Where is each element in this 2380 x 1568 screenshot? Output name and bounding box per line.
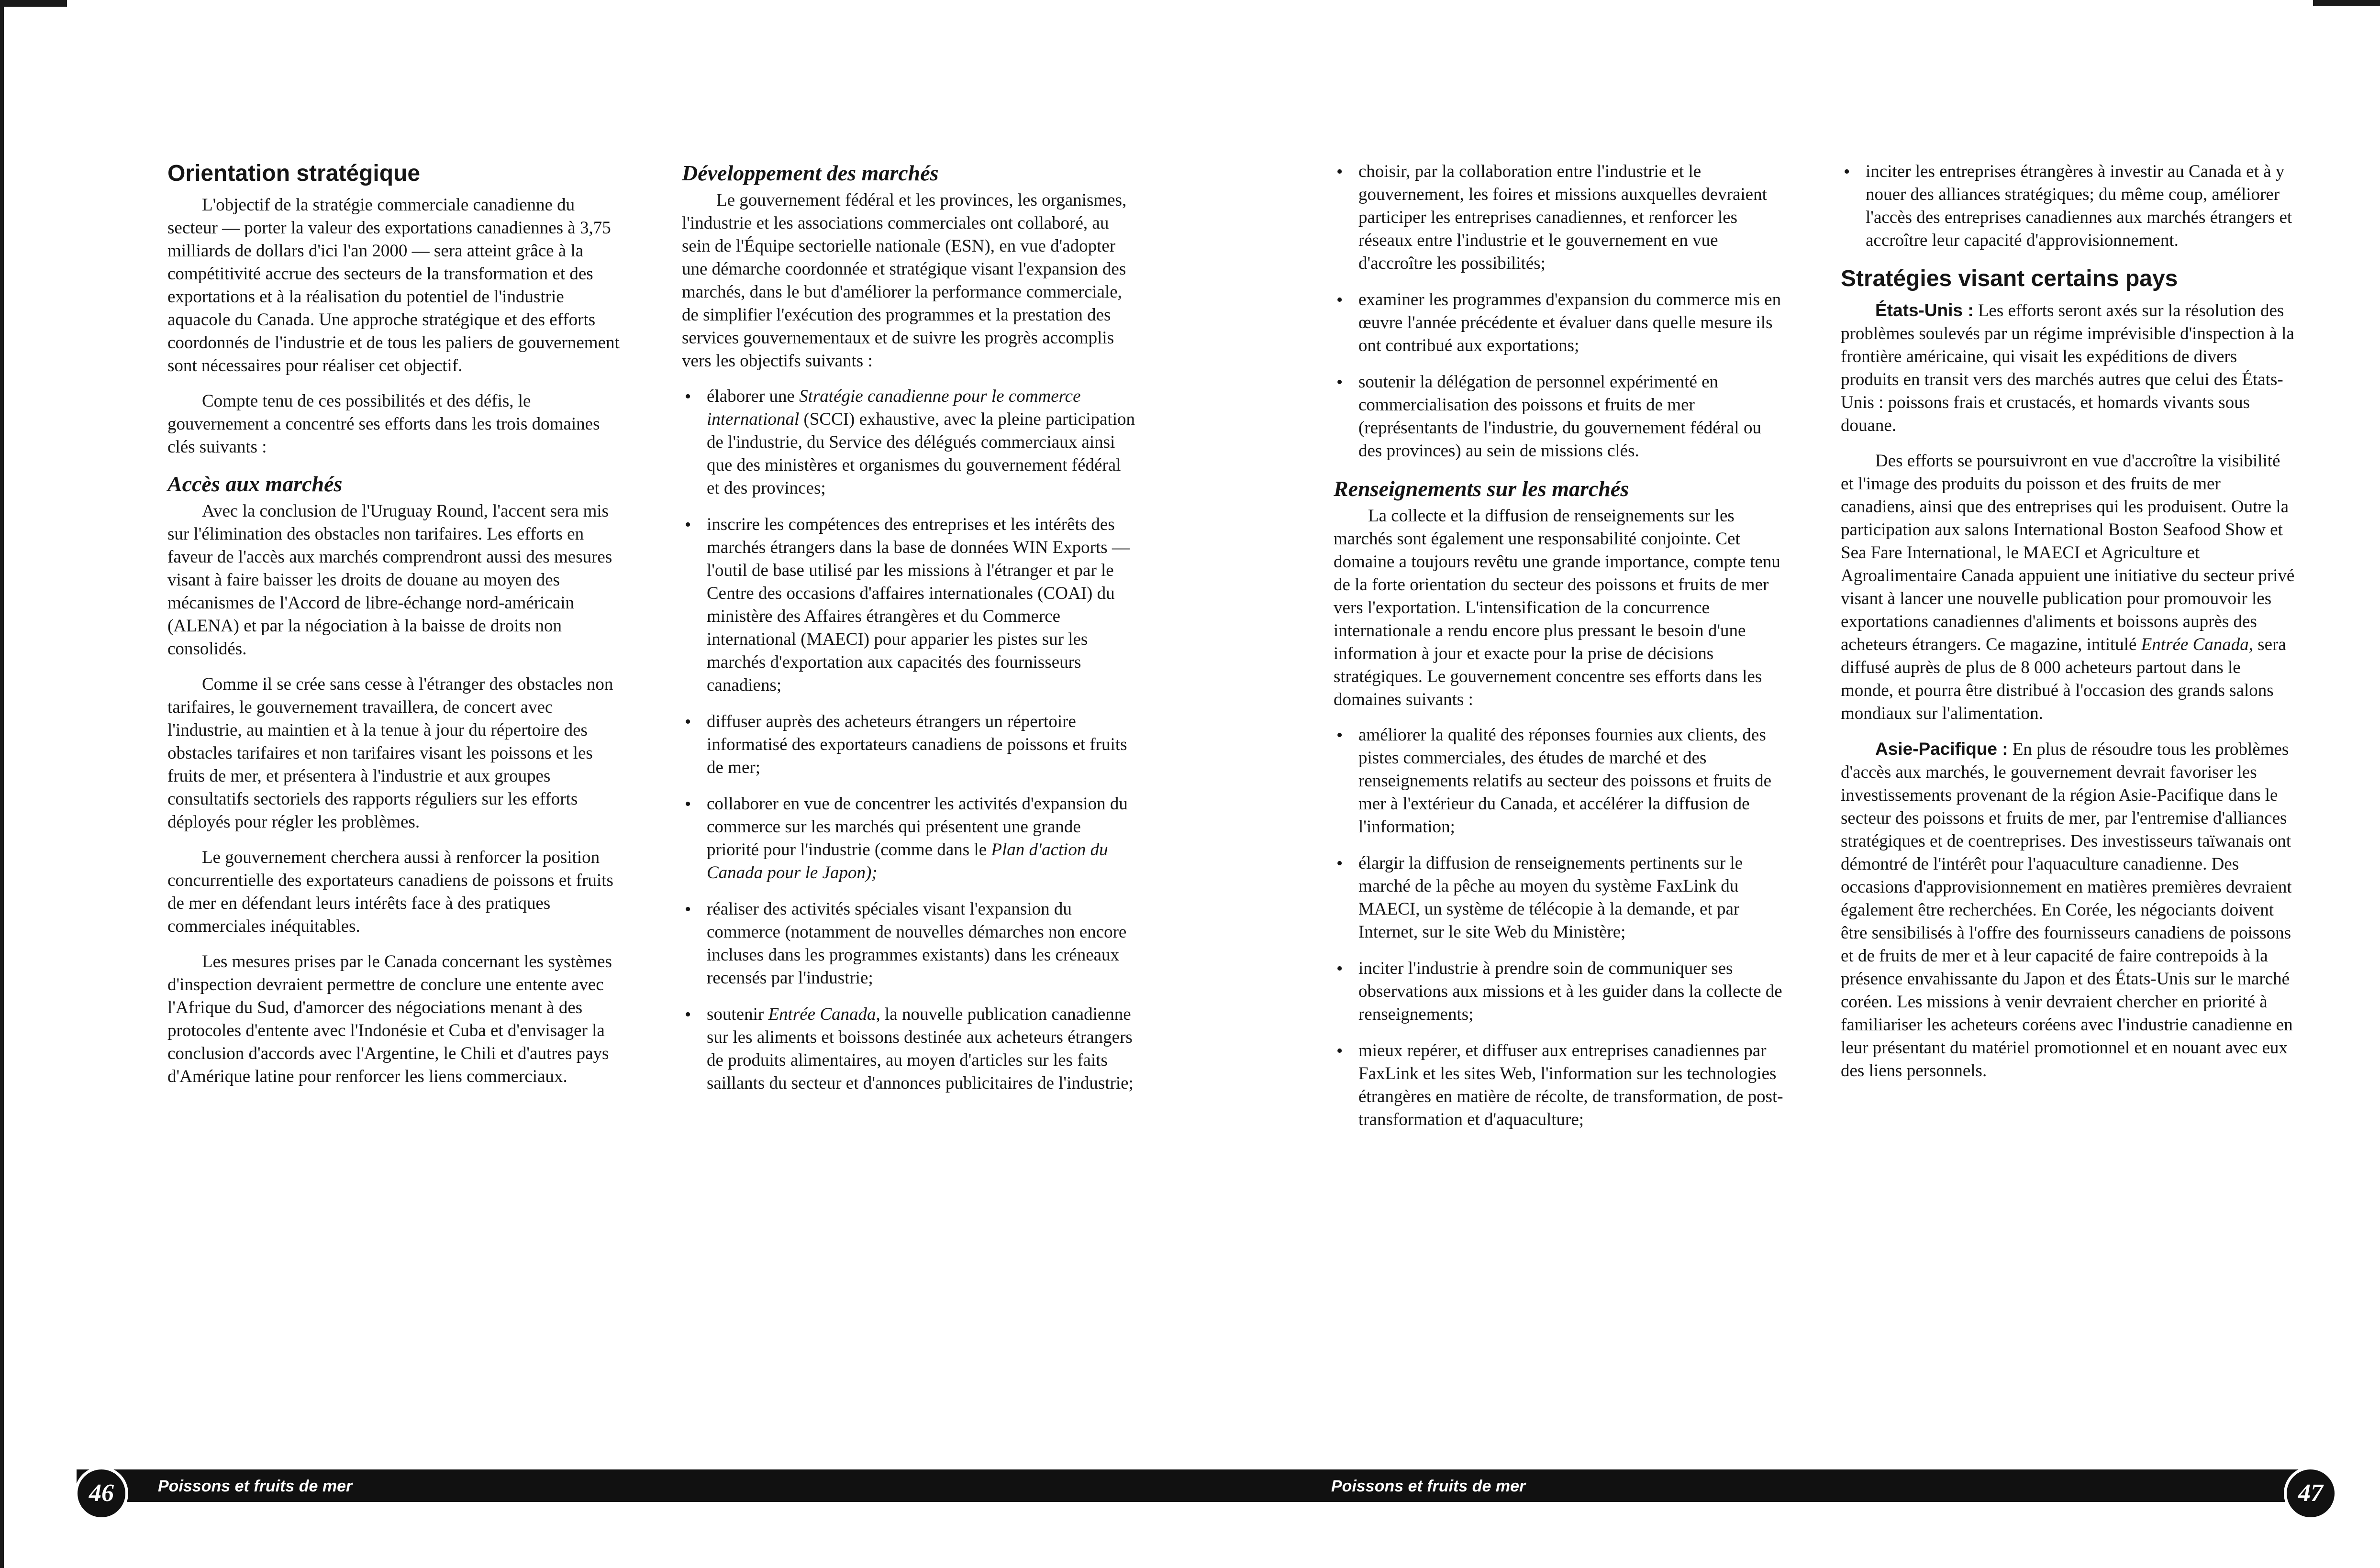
paragraph: L'objectif de la stratégie commerciale canadienne du secteur — porter la valeur des exportations canadiennes à 3,75 milliards de dollars d'ici l'an 2000 — sera atteint grâce à la compétitivité accrue des secteurs de la transformation et des exportations et à la réalisation du potentiel de l'industrie aquacole du Canada. Une approche stratégique et des efforts coordonnés de l'industrie et de tous les paliers de gouvernement sont nécessaires pour réaliser cet objectif. <box>167 195 620 375</box>
list-item: • soutenir Entrée Canada, la nouvelle publication canadienne sur les aliments et boissons destinée aux acheteurs étrangers de produits alimentaires, au moyen d'articles sur les faits saillants du secteur et d'annonces publicitaires de l'industrie; <box>682 1003 1136 1095</box>
paragraph: Les mesures prises par le Canada concernant les systèmes d'inspection devraient permettre de conclure une entente avec l'Afrique du Sud, d'amorcer des négociations menant à des protocoles d'entente avec l'Indonésie et Cuba et d'envisager la conclusion d'accords avec l'Argentine, le Chili et d'autres pays d'Amérique latine pour renforcer les liens commerciaux. <box>167 952 612 1086</box>
list-item: • inciter l'industrie à prendre soin de communiquer ses observations aux missions et à les guider dans la collecte de renseignements; <box>1334 957 1788 1026</box>
list-item: • collaborer en vue de concentrer les activités d'expansion du commerce sur les marchés qui présentent une grande priorité pour l'industrie (comme dans le Plan d'action du Canada pour le Japon); <box>682 793 1136 884</box>
list-item: • mieux repérer, et diffuser aux entreprises canadiennes par FaxLink et les sites Web, l'information sur les technologies étrangères en matière de récolte, de transformation, de post-transformation et d'aquaculture; <box>1334 1039 1788 1131</box>
subheading-acces-marches: Accès aux marchés <box>167 472 343 496</box>
column-3 <box>1334 160 1788 1145</box>
paragraph: Le gouvernement fédéral et les provinces, les organismes, l'industrie et les associations commerciales ont collaboré, au sein de l'Équipe sectorielle nationale (ESN), en vue d'adopter une démarche coordonnée et stratégique visant l'expansion des marchés, dans le but d'améliorer la performance commerciale, de simplifier l'exécution des programmes et la prestation des services gouvernementaux et de suivre les progrès accomplis vers les objectifs suivants : <box>682 190 1127 371</box>
list-item: • soutenir la délégation de personnel expérimenté en commercialisation des poissons et fruits de mer (représentants de l'industrie, du gouvernement fédéral ou des provinces) au sein de missions clés. <box>1334 371 1788 463</box>
paragraph-asie-pacifique: Asie-Pacifique : En plus de résoudre tous les problèmes d'accès aux marchés, le gouvernement devrait favoriser les investissements provenant de la région Asie-Pacifique dans le secteur des poissons et fruits de mer, par l'entremise d'alliances stratégiques et de coentreprises. Des investisseurs taïwanais ont démontré de l'intérêt pour l'aquaculture canadienne. Des occasions d'approvisionnement en matières premières devraient également être recherchées. En Corée, les négociants doivent être sensibilisés à l'offre des fournisseurs canadiens de poissons et de fruits de mer et à leur capacité de faire contrepoids à la présence envahissante du Japon et des États-Unis sur le marché coréen. Les missions à venir devraient chercher en priorité à familiariser les acheteurs coréens avec l'industrie canadienne en leur présentant du matériel promotionnel et en nouant avec eux des liens personnels. <box>1841 739 2293 1081</box>
scan-edge-top-left <box>0 0 67 7</box>
paragraph: Des efforts se poursuivront en vue d'accroître la visibilité et l'image des produits du poisson et des fruits de mer canadiens, ainsi que des entreprises qui les produisent. Outre la participation aux salons International Boston Seafood Show et Sea Fare International, le MAECI et Agriculture et Agroalimentaire Canada appuient une initiative du secteur privé visant à lancer une nouvelle publication pour promouvoir les exportations canadiennes d'aliments et boissons auprès des acheteurs étrangers. Ce magazine, intitulé Entrée Canada, sera diffusé auprès de plus de 8 000 acheteurs partout dans le monde, et pourra être distribué à l'occasion des grands salons mondiaux sur l'alimentation. <box>1841 451 2295 723</box>
paragraph-etats-unis: États-Unis : Les efforts seront axés sur la résolution des problèmes soulevés par un régime imprévisible d'inspection à la frontière américaine, qui visait les expéditions de divers produits en transit vers des marchés autres que celui des États-Unis : poissons frais et crustacés, et homards vivants sous douane. <box>1841 300 2294 435</box>
list-item: • choisir, par la collaboration entre l'industrie et le gouvernement, les foires et missions auxquelles devraient participer les entreprises canadiennes, et renforcer les réseaux entre l'industrie et le gouvernement en vue d'accroître les possibilités; <box>1334 160 1788 275</box>
paragraph: Compte tenu de ces possibilités et des défis, le gouvernement a concentré ses efforts dans les trois domaines clés suivants : <box>167 391 600 457</box>
column-4 <box>1841 160 2295 1095</box>
list-item: • examiner les programmes d'expansion du commerce mis en œuvre l'année précédente et évaluer dans quelle mesure ils ont contribué aux exportations; <box>1334 288 1788 357</box>
page-number-left: 46 <box>75 1467 128 1520</box>
bullet-list <box>1334 724 1788 1131</box>
subheading-renseignements-marches: Renseignements sur les marchés <box>1334 476 1629 501</box>
right-page <box>1190 0 2380 1568</box>
page-number-right: 47 <box>2284 1467 2337 1520</box>
list-item: • diffuser auprès des acheteurs étrangers un répertoire informatisé des exportateurs canadiens de poissons et fruits de mer; <box>682 710 1136 779</box>
list-item: • élargir la diffusion de renseignements pertinents sur le marché de la pêche au moyen du système FaxLink du MAECI, un système de télécopie à la demande, et par Internet, sur le site Web du Ministère; <box>1334 852 1788 944</box>
paragraph: Le gouvernement cherchera aussi à renforcer la position concurrentielle des exportateurs canadiens de poissons et fruits de mer en défendant leurs intérêts face à des pratiques commerciales inéquitables. <box>167 848 613 936</box>
scan-edge-left <box>0 0 4 1568</box>
list-item: • améliorer la qualité des réponses fournies aux clients, des pistes commerciales, des études de marché et des renseignements relatifs au secteur des poissons et fruits de mer à l'extérieur du Canada, et accélérer la diffusion de l'information; <box>1334 724 1788 839</box>
column-1 <box>167 160 622 1101</box>
paragraph: La collecte et la diffusion de renseignements sur les marchés sont également une responsabilité conjointe. Cet domaine a toujours revêtu une grande importance, compte tenu de la forte orientation du secteur des poissons et fruits de mer vers l'exportation. L'intensification de la concurrence internationale a rendu encore plus pressant le besoin d'une information à jour et exacte pour la prise de décisions stratégiques. Le gouvernement concentre ses efforts dans les domaines suivants : <box>1334 506 1780 709</box>
paragraph: Avec la conclusion de l'Uruguay Round, l'accent sera mis sur l'élimination des obstacles non tarifaires. Les efforts en faveur de l'accès aux marchés comprendront aussi des mesures visant à faire baisser les droits de douane au moyen des mécanismes de l'Accord de libre-échange nord-américain (ALENA) et par la négociation à la baisse de droits non consolidés. <box>167 501 612 659</box>
list-item: • réaliser des activités spéciales visant l'expansion du commerce (notamment de nouvelles démarches non encore incluses dans les programmes existants) dans les créneaux recensés par l'industrie; <box>682 898 1136 990</box>
list-item: • inscrire les compétences des entreprises et les intérêts des marchés étrangers dans la base de données WIN Exports — l'outil de base utilisé par les missions à l'étranger et par le Centre des occasions d'affaires internationales (COAI) du ministère des Affaires étrangères et du Commerce international (MAECI) pour apparier les pistes sur les marchés d'exportation aux capacités des fournisseurs canadiens; <box>682 513 1136 697</box>
list-item: • inciter les entreprises étrangères à investir au Canada et à y nouer des alliances stratégiques; du même coup, améliorer l'accès des entreprises canadiennes aux marchés étrangers et accroître leur capacité d'approvisionnement. <box>1841 160 2295 252</box>
footer-title-right: Poissons et fruits de mer <box>1331 1477 1526 1495</box>
bullet-list <box>682 385 1136 1095</box>
scan-edge-top-right <box>2313 0 2380 6</box>
column-2 <box>682 160 1136 1108</box>
subheading-developpement-marches: Développement des marchés <box>682 161 939 185</box>
footer-title-left: Poissons et fruits de mer <box>158 1477 353 1495</box>
bullet-list <box>1334 160 1788 463</box>
list-item: • élaborer une Stratégie canadienne pour le commerce international (SCCI) exhaustive, avec la pleine participation de l'industrie, du Service des délégués commerciaux ainsi que des ministères et organismes du gouvernement fédéral et des provinces; <box>682 385 1136 500</box>
bullet-list <box>1841 160 2295 252</box>
section-heading-strategies-pays: Stratégies visant certains pays <box>1841 266 2178 291</box>
paragraph: Comme il se crée sans cesse à l'étranger des obstacles non tarifaires, le gouvernement travaillera, de concert avec l'industrie, au maintien et à la tenue à jour du répertoire des obstacles tarifaires et non tarifaires visant les poissons et les fruits de mer, et présentera à l'industrie et aux groupes consultatifs sectoriels des rapports réguliers sur les efforts déployés pour régler les problèmes. <box>167 674 613 832</box>
section-heading-orientation: Orientation stratégique <box>167 161 421 186</box>
